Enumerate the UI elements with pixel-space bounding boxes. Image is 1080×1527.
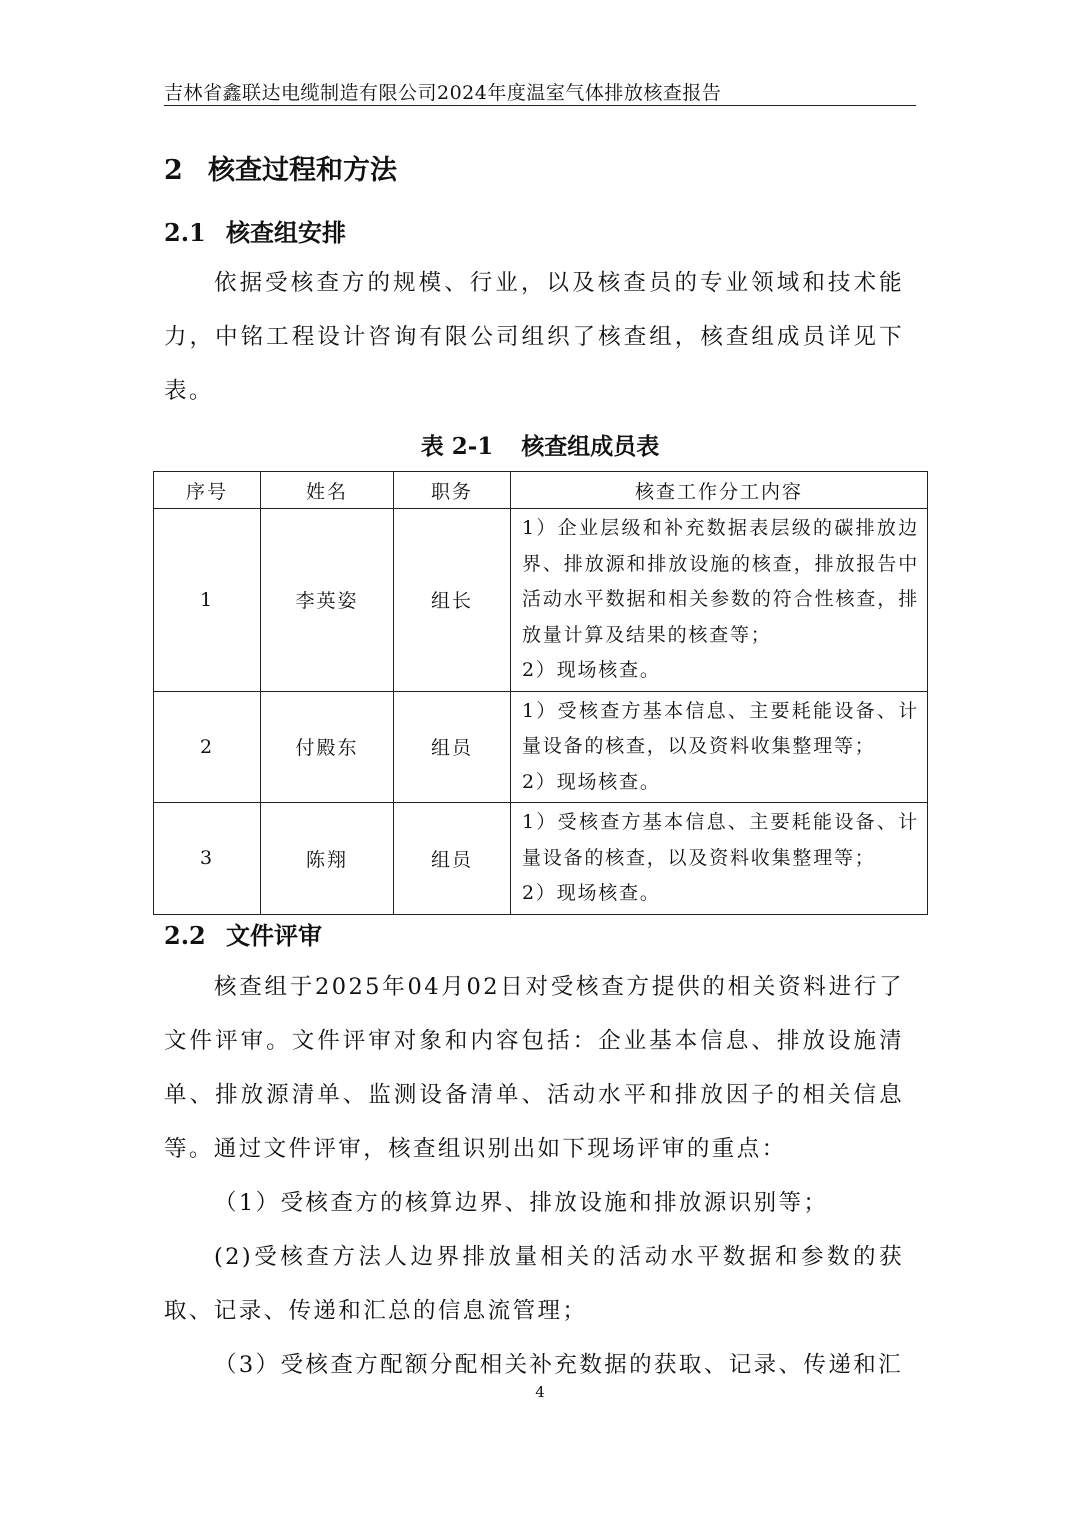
team-arrangement-paragraph: 依据受核查方的规模、行业，以及核查员的专业领域和技术能力，中铭工程设计咨询有限公司组织了核查组，核查组成员详见下表。 <box>164 270 904 404</box>
header-no: 序号 <box>154 472 261 509</box>
table-caption-title: 核查组成员表 <box>521 433 660 460</box>
cell-role: 组长 <box>394 509 511 692</box>
header-role: 职务 <box>394 472 511 509</box>
work-item: 1）受核查方基本信息、主要耗能设备、计量设备的核查，以及资料收集整理等； <box>522 811 919 869</box>
subsection-number: 2.2 <box>164 921 206 950</box>
document-review-paragraph: 核查组于2025年04月02日对受核查方提供的相关资料进行了文件评审。文件评审对象和内容包括：企业基本信息、排放设施清单、排放源清单、监测设备清单、活动水平和排放因子的相关信息等。通过文件评审，核查组识别出如下现场评审的重点： <box>164 974 904 1162</box>
running-header: 吉林省鑫联达电缆制造有限公司2024年度温室气体排放核查报告 <box>164 82 722 104</box>
subsection-heading-2-1 <box>164 213 346 248</box>
work-item: 2）现场核查。 <box>522 659 661 681</box>
subsection-title: 核查组安排 <box>226 218 346 247</box>
cell-work <box>511 691 928 803</box>
review-focus-item-2: (2)受核查方法人边界排放量相关的活动水平数据和参数的获取、记录、传递和汇总的信息流管理； <box>164 1244 904 1324</box>
section-number: 2 <box>164 155 183 186</box>
cell-no: 3 <box>154 803 261 915</box>
cell-name: 李英姿 <box>261 509 394 692</box>
table-row <box>154 509 928 692</box>
cell-role: 组员 <box>394 691 511 803</box>
page-number: 4 <box>535 1383 545 1401</box>
work-item: 2）现场核查。 <box>522 770 661 793</box>
table-row <box>154 803 928 915</box>
table-header-row <box>154 472 928 509</box>
table-row <box>154 691 928 803</box>
work-item: 2）现场核查。 <box>522 882 661 904</box>
section-title: 核查过程和方法 <box>208 155 397 186</box>
cell-name: 陈翔 <box>261 803 394 915</box>
cell-name: 付殿东 <box>261 691 394 803</box>
header-name: 姓名 <box>261 472 394 509</box>
cell-role: 组员 <box>394 803 511 915</box>
subsection-title: 文件评审 <box>226 921 322 950</box>
work-item: 1）企业层级和补充数据表层级的碳排放边界、排放源和排放设施的核查，排放报告中活动水平数据和相关参数的符合性核查，排放量计算及结果的核查等； <box>522 517 919 646</box>
cell-no: 1 <box>154 509 261 692</box>
subsection-number: 2.1 <box>164 218 206 247</box>
table-caption-number: 表 2-1 <box>420 433 494 460</box>
cell-work <box>511 803 928 915</box>
section-heading <box>164 148 397 187</box>
cell-work <box>511 509 928 692</box>
work-item: 1）受核查方基本信息、主要耗能设备、计量设备的核查，以及资料收集整理等； <box>522 699 919 757</box>
subsection-heading-2-2 <box>164 916 322 951</box>
cell-no: 2 <box>154 691 261 803</box>
team-members-table <box>153 471 928 915</box>
header-divider <box>164 105 916 106</box>
table-caption <box>0 428 1080 461</box>
header-work: 核查工作分工内容 <box>511 472 928 509</box>
review-focus-item-3: （3）受核查方配额分配相关补充数据的获取、记录、传递和汇 <box>214 1352 904 1378</box>
review-focus-item-1: （1）受核查方的核算边界、排放设施和排放源识别等； <box>214 1190 829 1216</box>
